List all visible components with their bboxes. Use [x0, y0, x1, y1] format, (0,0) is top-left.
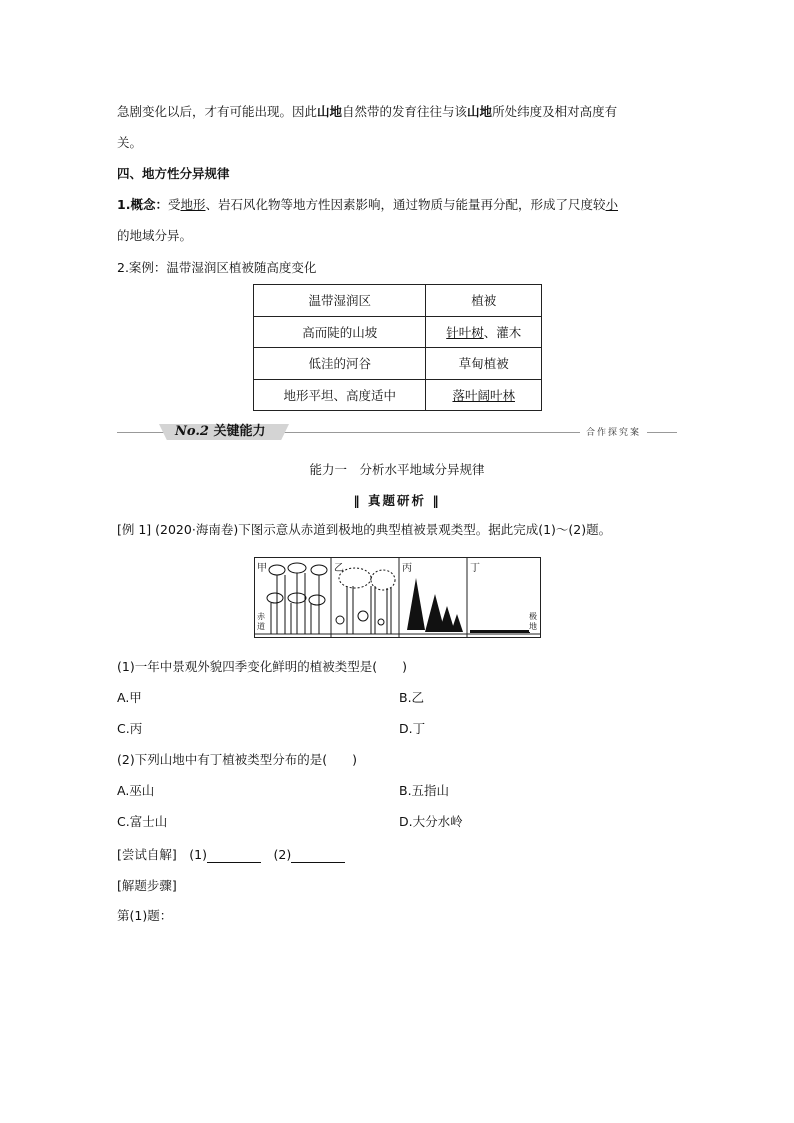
vegetation-table — [253, 284, 542, 411]
text: 急剧变化以后，才有可能出现。因此 — [117, 104, 318, 119]
ability-subtitle: ‖ 真题研析 ‖ — [353, 493, 441, 508]
q2-option-c[interactable]: C.富士山 — [117, 814, 168, 829]
example-text: [例 1] (2020·海南卷)下图示意从赤道到极地的典型植被景观类型。据此完成(1)～(2)题。 — [117, 522, 612, 537]
q1-option-d[interactable]: D.丁 — [399, 721, 426, 736]
table-row — [254, 316, 542, 348]
section-banner — [117, 424, 677, 440]
header-cell: 植被 — [426, 285, 542, 317]
answer-blank-1[interactable] — [207, 850, 261, 863]
panel-label: 甲 — [257, 563, 267, 574]
q1-option-b[interactable]: B.乙 — [399, 690, 425, 705]
concept-end: 的地域分异。 — [117, 228, 193, 243]
banner-number: No.2 — [175, 424, 209, 439]
panel-label: 丙 — [402, 563, 412, 574]
question-1-stem: (1)一年中景观外貌四季变化鲜明的植被类型是( ) — [117, 659, 407, 674]
text: 自然带的发育往往与该 — [342, 104, 468, 119]
concept-label: 1.概念： — [117, 197, 168, 212]
header-cell: 温带湿润区 — [254, 285, 426, 317]
answer-blank-2[interactable] — [291, 850, 345, 863]
table-row — [254, 379, 542, 411]
steps-q1: 第(1)题： — [117, 908, 173, 923]
cell — [426, 316, 542, 348]
steps-label: [解题步骤] — [117, 878, 177, 893]
banner-text: 关键能力 — [213, 424, 266, 439]
underlined-text: 小 — [605, 197, 619, 212]
cell: 高而陡的山坡 — [254, 316, 426, 348]
text: 草甸植被 — [458, 356, 509, 372]
section-heading: 四、地方性分异规律 — [117, 166, 230, 181]
concept-line — [117, 197, 618, 213]
blank-label: (2) — [273, 847, 292, 862]
equator-label: 赤道 — [257, 612, 265, 631]
cell: 地形平坦、高度适中 — [254, 379, 426, 411]
q2-option-a[interactable]: A.巫山 — [117, 783, 155, 798]
blank-label: (1) — [189, 847, 207, 862]
text-bold: 山地 — [317, 104, 343, 119]
text: 、灌木 — [483, 324, 522, 340]
attempt-label: [尝试自解] — [117, 847, 177, 862]
cell — [426, 348, 542, 380]
ability-title: 能力一 分析水平地域分异规律 — [309, 462, 485, 477]
table-row — [254, 348, 542, 380]
text: 受 — [167, 197, 181, 212]
subtitle-text: 真题研析 — [367, 493, 426, 508]
paragraph-line — [117, 104, 617, 120]
cell: 低洼的河谷 — [254, 348, 426, 380]
underlined-text: 落叶阔叶林 — [452, 387, 515, 403]
panel-label: 丁 — [470, 563, 480, 574]
table-header — [254, 285, 542, 317]
text: 所处纬度及相对高度有 — [492, 104, 618, 119]
banner-title — [175, 424, 265, 440]
q2-option-d[interactable]: D.大分水岭 — [399, 814, 463, 829]
q1-option-c[interactable]: C.丙 — [117, 721, 143, 736]
panel-label: 乙 — [334, 563, 344, 574]
text: 、岩石风化物等地方性因素影响，通过物质与能量再分配，形成了尺度较 — [205, 197, 606, 212]
q2-option-b[interactable]: B.五指山 — [399, 783, 450, 798]
attempt-line — [117, 847, 345, 863]
cell — [426, 379, 542, 411]
pole-label: 极地 — [529, 612, 537, 631]
case-label: 2.案例：温带湿润区植被随高度变化 — [117, 260, 317, 275]
text-bold: 山地 — [467, 104, 493, 119]
question-2-stem: (2)下列山地中有丁植被类型分布的是( ) — [117, 752, 357, 767]
underlined-text: 针叶树 — [446, 324, 484, 340]
paragraph-end: 关。 — [117, 135, 143, 150]
vegetation-figure — [254, 557, 541, 638]
q1-option-a[interactable]: A.甲 — [117, 690, 142, 705]
banner-right-label: 合作探究案 — [580, 425, 647, 438]
vegetation-illustration — [255, 558, 540, 637]
underlined-text: 地形 — [180, 197, 206, 212]
